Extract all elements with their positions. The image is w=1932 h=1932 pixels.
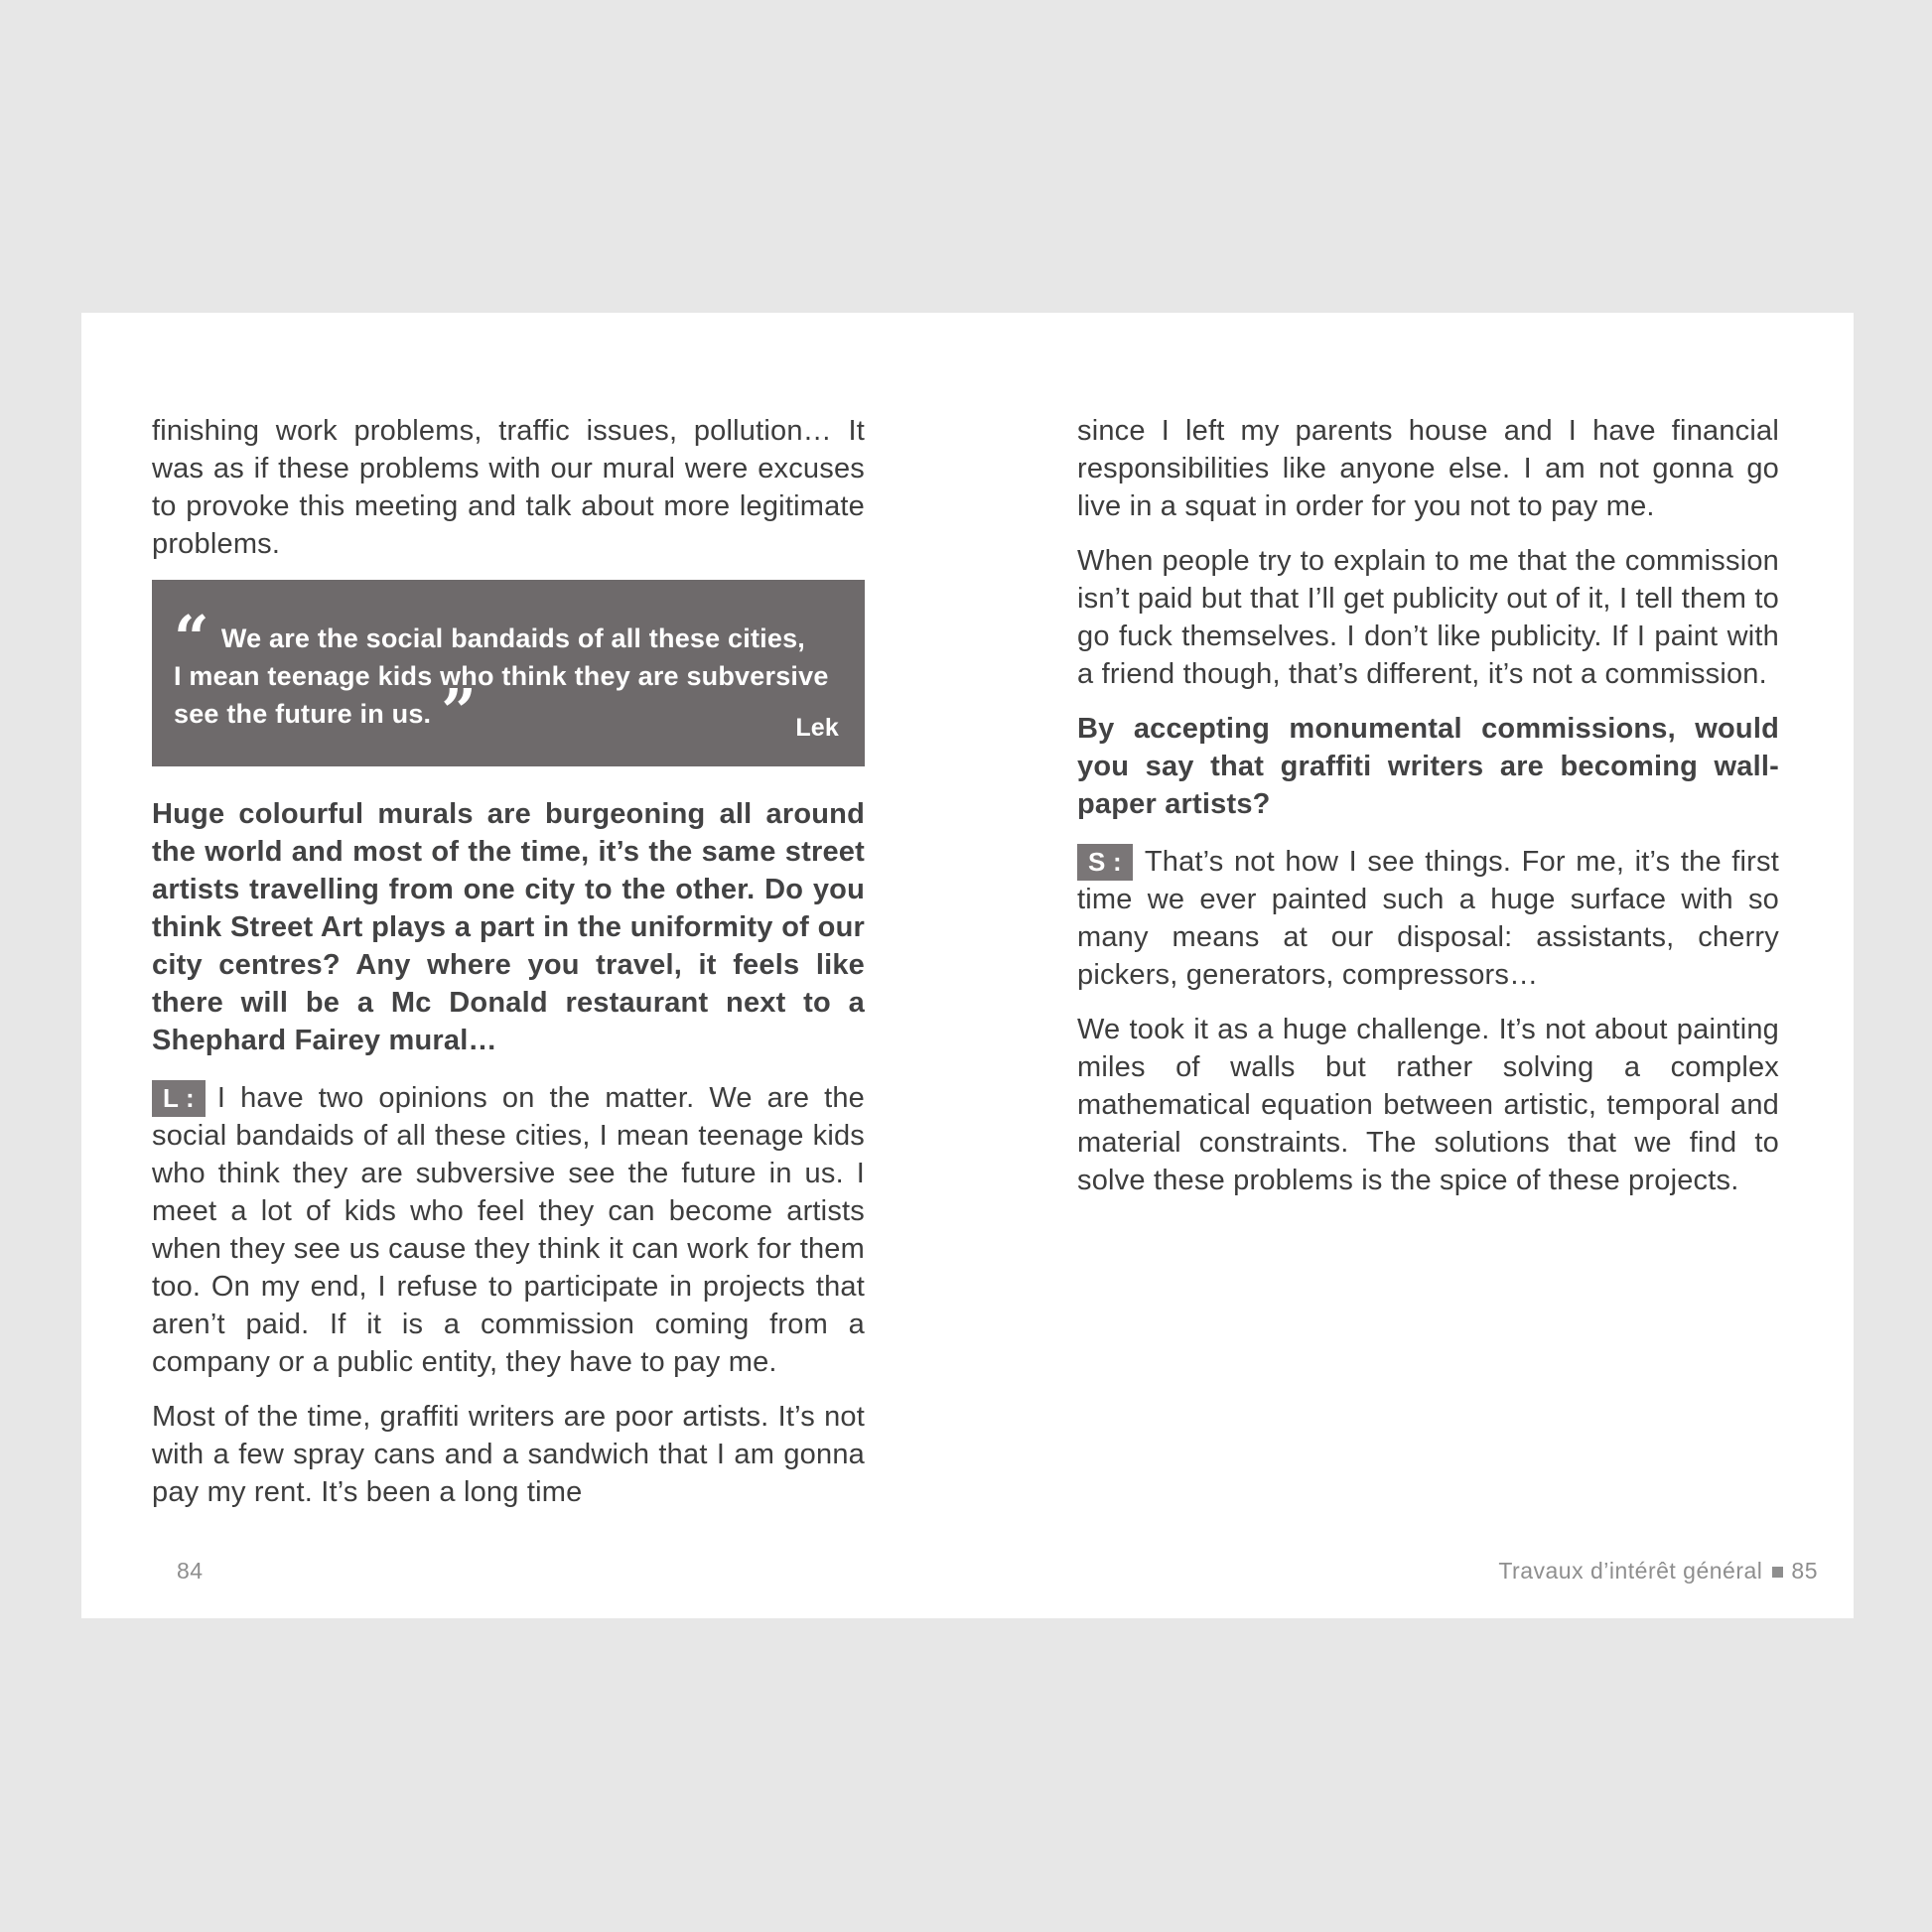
paragraph: We took it as a huge challenge. It’s not about painting miles of walls but rather solving a complex mathematical equation between artistic, temporal and material constraints. The solutions that we find to solve these problems is the spice of these projects. xyxy=(1077,1014,1779,1196)
paragraph: When people try to explain to me that the commission isn’t paid but that I’ll get publicity out of it, I tell them to go fuck themselves. I don’t like publicity. If I paint with a friend though, that’s different, it’s not a commission. xyxy=(1077,545,1779,690)
paragraph-intro: finishing work problems, traffic issues, pollution… It was as if these problems with our mural were excuses to provoke this meeting and talk about more legitimate problems. xyxy=(152,415,865,560)
quote-line xyxy=(174,657,851,695)
quote-attribution: Lek xyxy=(795,714,839,742)
left-page-column xyxy=(152,412,865,1528)
quote-text-line-3: see the future in us. xyxy=(174,699,432,729)
answer-paragraph xyxy=(152,1079,865,1381)
answer-paragraph xyxy=(1077,843,1779,994)
page-number-left: 84 xyxy=(177,1558,204,1584)
close-quote-icon: ” xyxy=(441,675,478,748)
quote-line xyxy=(174,602,851,674)
speaker-badge-s: S : xyxy=(1077,844,1133,881)
speaker-badge-l: L : xyxy=(152,1080,206,1117)
interview-question: Huge colourful murals are burgeoning all around the world and most of the time, it’s the same street artists travelling from one city to the other. Do you think Street Art plays a part in the uniformity of our city centres? Any where you travel, it feels like there will be a Mc Donald restaurant next to a Shephard Fairey mural… xyxy=(152,798,865,1056)
footer-title: Travaux d’intérêt général xyxy=(1498,1558,1763,1584)
right-page-column xyxy=(1077,412,1779,1216)
square-bullet-icon xyxy=(1772,1567,1783,1578)
answer-text: That’s not how I see things. For me, it’s the first time we ever painted such a huge surface with so many means at our disposal: assistants, cherry pickers, generators, compressors… xyxy=(1077,846,1779,991)
interview-question: By accepting monumental commissions, would you say that graffiti writers are becoming wall-paper artists? xyxy=(1077,713,1779,820)
paragraph-outro: Most of the time, graffiti writers are poor artists. It’s not with a few spray cans and a sandwich that I am gonna pay my rent. It’s been a long time xyxy=(152,1401,865,1508)
paragraph: since I left my parents house and I have financial responsibilities like anyone else. I am not gonna go live in a squat in order for you not to pay me. xyxy=(1077,415,1779,522)
answer-text: I have two opinions on the matter. We are the social bandaids of all these cities, I mean teenage kids who think they are subversive see the future in us. I meet a lot of kids who feel they can become artists when they see us cause they think it can work for them too. On my end, I refuse to participate in projects that aren’t paid. If it is a commission coming from a company or a public entity, they have to pay me. xyxy=(152,1082,865,1378)
open-quote-icon: “ xyxy=(174,602,209,674)
pull-quote-box xyxy=(152,580,865,766)
running-footer xyxy=(1498,1558,1818,1585)
quote-text-line-2: I mean teenage kids who think they are subversive xyxy=(174,661,829,691)
page-number-right: 85 xyxy=(1791,1558,1818,1584)
quote-text-line-1: We are the social bandaids of all these cities, xyxy=(220,623,805,653)
page xyxy=(81,313,1854,1618)
